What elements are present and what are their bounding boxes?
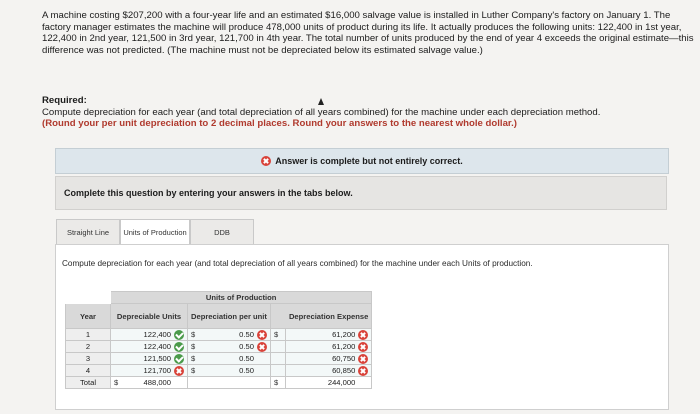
group-header: Units of Production	[111, 292, 372, 304]
expense-value: 61,200	[332, 342, 356, 351]
expense-input[interactable]	[285, 329, 371, 341]
required-section	[42, 95, 696, 130]
rate-value: 0.50	[239, 330, 254, 339]
currency-cell	[270, 377, 285, 389]
answer-status-banner	[55, 148, 669, 174]
spacer-cell	[270, 365, 285, 377]
year-cell: 2	[66, 341, 111, 353]
currency-symbol: $	[191, 342, 196, 351]
tabs-instructions	[55, 176, 667, 210]
incorrect-icon	[358, 342, 368, 352]
units-input[interactable]	[111, 353, 188, 365]
units-input[interactable]	[111, 329, 188, 341]
total-expense-cell	[285, 377, 371, 389]
year-header: Year	[66, 304, 111, 329]
instructions-text: Complete this question by entering your answers in the tabs below.	[64, 188, 353, 198]
expense-value: 60,750	[332, 354, 356, 363]
year-cell: 4	[66, 365, 111, 377]
depreciation-table	[65, 291, 372, 389]
incorrect-icon	[174, 366, 184, 376]
units-header: Depreciable Units	[111, 304, 188, 329]
table-row	[66, 329, 372, 341]
spacer-cell	[270, 341, 285, 353]
tab-units-of-production[interactable]: Units of Production	[120, 219, 190, 245]
currency-symbol: $	[114, 378, 119, 387]
tab-ddb[interactable]: DDB	[190, 219, 254, 245]
units-input[interactable]	[111, 341, 188, 353]
currency-symbol: $	[191, 354, 196, 363]
table-row	[66, 353, 372, 365]
correct-icon	[174, 330, 184, 340]
required-title: Required:	[42, 95, 87, 106]
correct-icon	[174, 342, 184, 352]
currency-symbol: $	[191, 330, 196, 339]
currency-cell	[270, 329, 285, 341]
problem-statement: A machine costing $207,200 with a four-year life and an estimated $16,000 salvage value is installed in Luther Company's factory on January 1. The factory manager estimates the machine will produce 478,000 units of product during its life. It actually produces the following units: 122,400 in 1st year, 122,400 in 2nd year, 121,500 in 3rd year, 121,700 in 4th year. The total number of units produced by the end of year 4 exceeds the original estimate—this difference was not predicted. (The machine must not be depreciated below its estimated salvage value.)	[42, 10, 694, 56]
expense-input[interactable]	[285, 353, 371, 365]
empty-cell	[188, 377, 271, 389]
currency-symbol: $	[273, 378, 279, 387]
total-expense-value: 244,000	[327, 378, 356, 387]
units-value: 122,400	[143, 342, 171, 351]
expense-value: 60,850	[332, 366, 356, 375]
rate-input[interactable]	[188, 329, 271, 341]
incorrect-icon	[257, 342, 267, 352]
units-value: 121,700	[143, 366, 171, 375]
table-row	[66, 365, 372, 377]
blank-header	[66, 292, 111, 304]
table-row	[66, 341, 372, 353]
year-cell: 3	[66, 353, 111, 365]
expense-header: Depreciation Expense	[285, 304, 371, 329]
rate-value: 0.50	[239, 366, 254, 375]
currency-symbol: $	[273, 330, 279, 339]
rate-input[interactable]	[188, 353, 271, 365]
total-label: Total	[66, 377, 111, 389]
units-value: 121,500	[143, 354, 171, 363]
spacer-cell	[270, 353, 285, 365]
rate-header: Depreciation per unit	[188, 304, 271, 329]
panel-description: Compute depreciation for each year (and total depreciation of all years combined) for the machine under each Units of production.	[62, 259, 533, 268]
incorrect-icon	[358, 354, 368, 364]
tab-straight-line[interactable]: Straight Line	[56, 219, 120, 245]
total-units-cell	[111, 377, 188, 389]
banner-text: Answer is complete but not entirely correct.	[275, 156, 463, 166]
incorrect-icon	[261, 156, 271, 166]
required-instruction: Compute depreciation for each year (and total depreciation of all years combined) for the machine under each depreciation method.	[42, 106, 601, 118]
correct-icon	[174, 354, 184, 364]
total-units-value: 488,000	[143, 378, 171, 387]
units-value: 122,400	[143, 330, 171, 339]
incorrect-icon	[358, 330, 368, 340]
incorrect-icon	[358, 366, 368, 376]
currency-symbol: $	[191, 366, 196, 375]
rate-value: 0.50	[239, 342, 254, 351]
units-input[interactable]	[111, 365, 188, 377]
incorrect-icon	[257, 330, 267, 340]
rate-value: 0.50	[239, 354, 254, 363]
total-row	[66, 377, 372, 389]
spacer-header	[270, 304, 285, 329]
year-cell: 1	[66, 329, 111, 341]
expense-input[interactable]	[285, 341, 371, 353]
rounding-note: (Round your per unit depreciation to 2 decimal places. Round your answers to the nearest whole dollar.)	[42, 118, 517, 130]
method-tabs	[56, 219, 254, 245]
rate-input[interactable]	[188, 365, 271, 377]
rate-input[interactable]	[188, 341, 271, 353]
tab-panel	[55, 244, 669, 410]
expense-value: 61,200	[332, 330, 356, 339]
expense-input[interactable]	[285, 365, 371, 377]
